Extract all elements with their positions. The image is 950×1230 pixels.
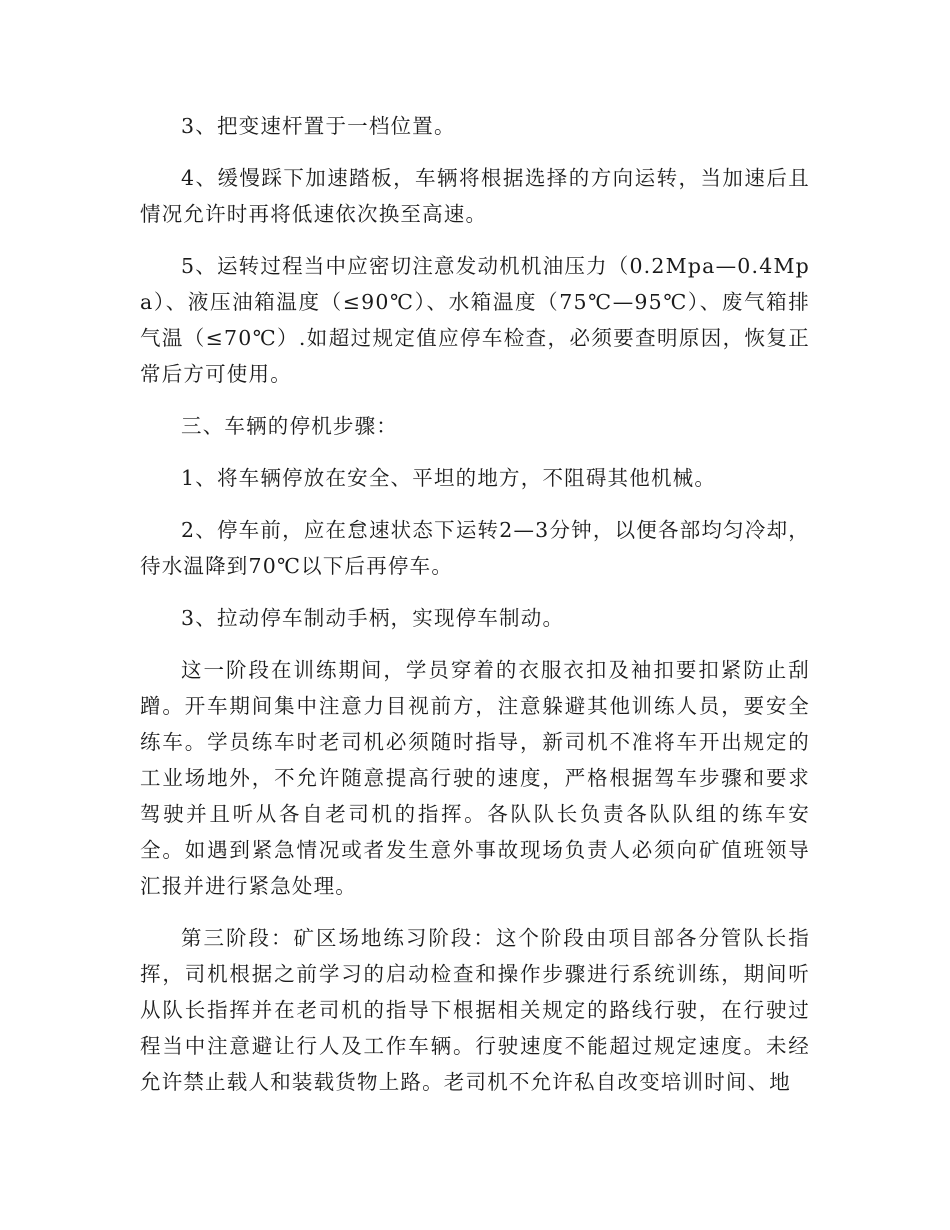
document-body — [140, 108, 810, 1116]
paragraph-shutdown-step-2: 2、停车前，应在怠速状态下运转2—3分钟，以便各部均匀冷却，待水温降到70℃以下后再停车。 — [140, 518, 810, 578]
paragraph-step-5-monitoring: 5、运转过程当中应密切注意发动机机油压力（0.2Mpa—0.4Mpa）、液压油箱温度（≤90℃）、水箱温度（75℃—95℃）、废气箱排气温（≤70℃）.如超过规定值应停车检查，必须要查明原因，恢复正常后方可使用。 — [140, 254, 810, 386]
paragraph-training-safety: 这一阶段在训练期间，学员穿着的衣服衣扣及袖扣要扣紧防止刮蹭。开车期间集中注意力目视前方，注意躲避其他训练人员，要安全练车。学员练车时老司机必须随时指导，新司机不准将车开出规定的工业场地外，不允许随意提高行驶的速度，严格根据驾车步骤和要求驾驶并且听从各自老司机的指挥。各队队长负责各队队组的练车安全。如遇到紧急情况或者发生意外事故现场负责人必须向矿值班领导汇报并进行紧急处理。 — [140, 658, 810, 898]
paragraph-step-4-accelerate: 4、缓慢踩下加速踏板，车辆将根据选择的方向运转，当加速后且情况允许时再将低速依次换至高速。 — [140, 166, 810, 226]
paragraph-shutdown-step-1: 1、将车辆停放在安全、平坦的地方，不阻碍其他机械。 — [181, 466, 717, 490]
paragraph-step-3-gear: 3、把变速杆置于一档位置。 — [181, 114, 456, 138]
paragraph-stage-three: 第三阶段：矿区场地练习阶段：这个阶段由项目部各分管队长指挥，司机根据之前学习的启动检查和操作步骤进行系统训练，期间听从队长指挥并在老司机的指导下根据相关规定的路线行驶，在行驶过程当中注意避让行人及工作车辆。行驶速度不能超过规定速度。未经允许禁止载人和装载货物上路。老司机不允许私自改变培训时间、地 — [140, 926, 810, 1094]
section-heading-shutdown-steps: 三、车辆的停机步骤： — [181, 414, 398, 438]
paragraph-shutdown-step-3: 3、拉动停车制动手柄，实现停车制动。 — [181, 606, 565, 630]
